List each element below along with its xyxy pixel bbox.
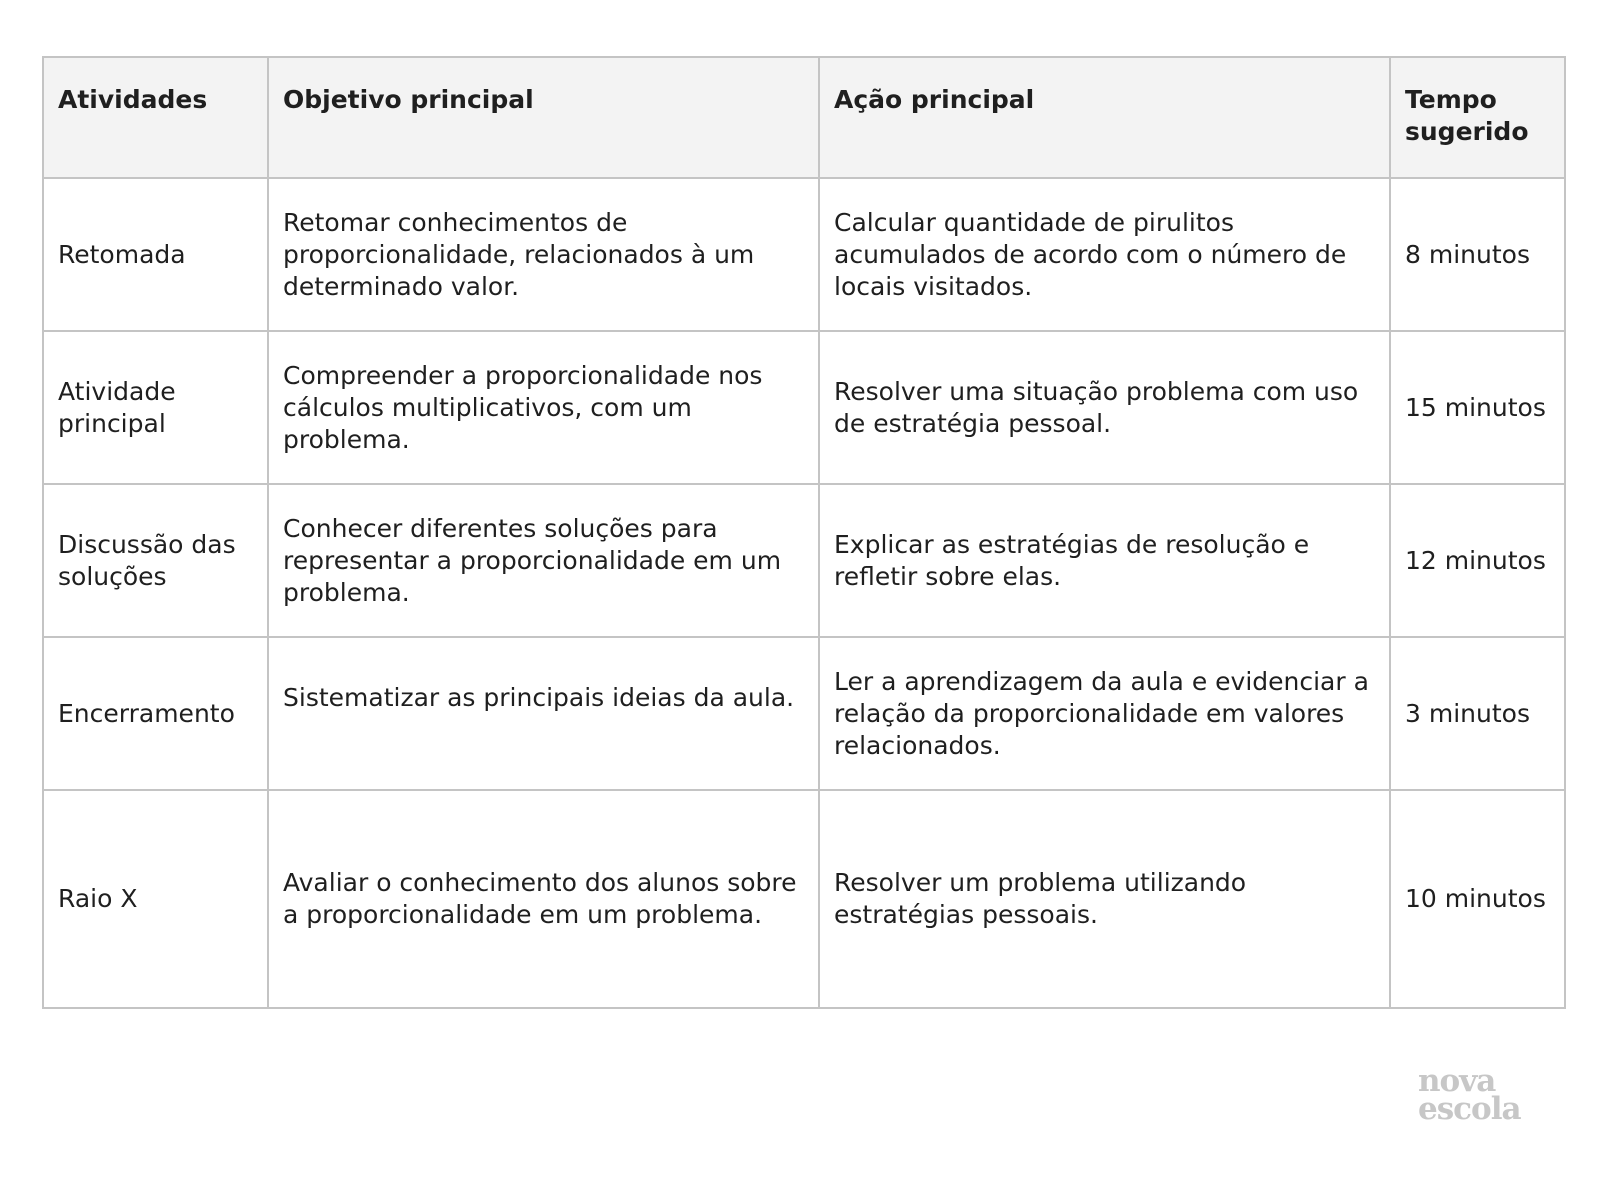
cell-objective: Sistematizar as principais ideias da aula. (268, 637, 819, 790)
cell-action: Explicar as estratégias de resolução e refletir sobre elas. (819, 484, 1390, 637)
cell-time: 10 minutos (1390, 790, 1565, 1008)
table-row (43, 331, 1565, 484)
logo-line-escola: escola (1418, 1091, 1521, 1127)
cell-action: Ler a aprendizagem da aula e evidenciar a relação da proporcionalidade em valores relacionados. (819, 637, 1390, 790)
cell-objective: Conhecer diferentes soluções para representar a proporcionalidade em um problema. (268, 484, 819, 637)
header-activities: Atividades (43, 57, 268, 178)
cell-objective: Avaliar o conhecimento dos alunos sobre a proporcionalidade em um problema. (268, 790, 819, 1008)
cell-activity: Atividade principal (43, 331, 268, 484)
cell-activity: Retomada (43, 178, 268, 331)
cell-action: Resolver uma situação problema com uso de estratégia pessoal. (819, 331, 1390, 484)
cell-time: 3 minutos (1390, 637, 1565, 790)
cell-objective: Compreender a proporcionalidade nos cálculos multiplicativos, com um problema. (268, 331, 819, 484)
header-objective: Objetivo principal (268, 57, 819, 178)
table-row (43, 484, 1565, 637)
cell-action: Resolver um problema utilizando estratégias pessoais. (819, 790, 1390, 1008)
logo-line-nova: nova (1418, 1063, 1496, 1099)
cell-activity: Raio X (43, 790, 268, 1008)
cell-action: Calcular quantidade de pirulitos acumulados de acordo com o número de locais visitados. (819, 178, 1390, 331)
nova-escola-logo (1418, 1063, 1521, 1127)
table-row (43, 790, 1565, 1008)
cell-objective: Retomar conhecimentos de proporcionalidade, relacionados à um determinado valor. (268, 178, 819, 331)
header-row (43, 57, 1565, 178)
cell-time: 12 minutos (1390, 484, 1565, 637)
cell-activity: Discussão das soluções (43, 484, 268, 637)
table-row (43, 178, 1565, 331)
cell-time: 8 minutos (1390, 178, 1565, 331)
header-time: Tempo sugerido (1390, 57, 1565, 178)
table-row (43, 637, 1565, 790)
table-header (43, 57, 1565, 178)
cell-objective-wrapper-activity: Encerramento (43, 637, 268, 790)
lesson-plan-table (42, 56, 1566, 1009)
cell-time: 15 minutos (1390, 331, 1565, 484)
header-action: Ação principal (819, 57, 1390, 178)
table-body (43, 178, 1565, 1008)
